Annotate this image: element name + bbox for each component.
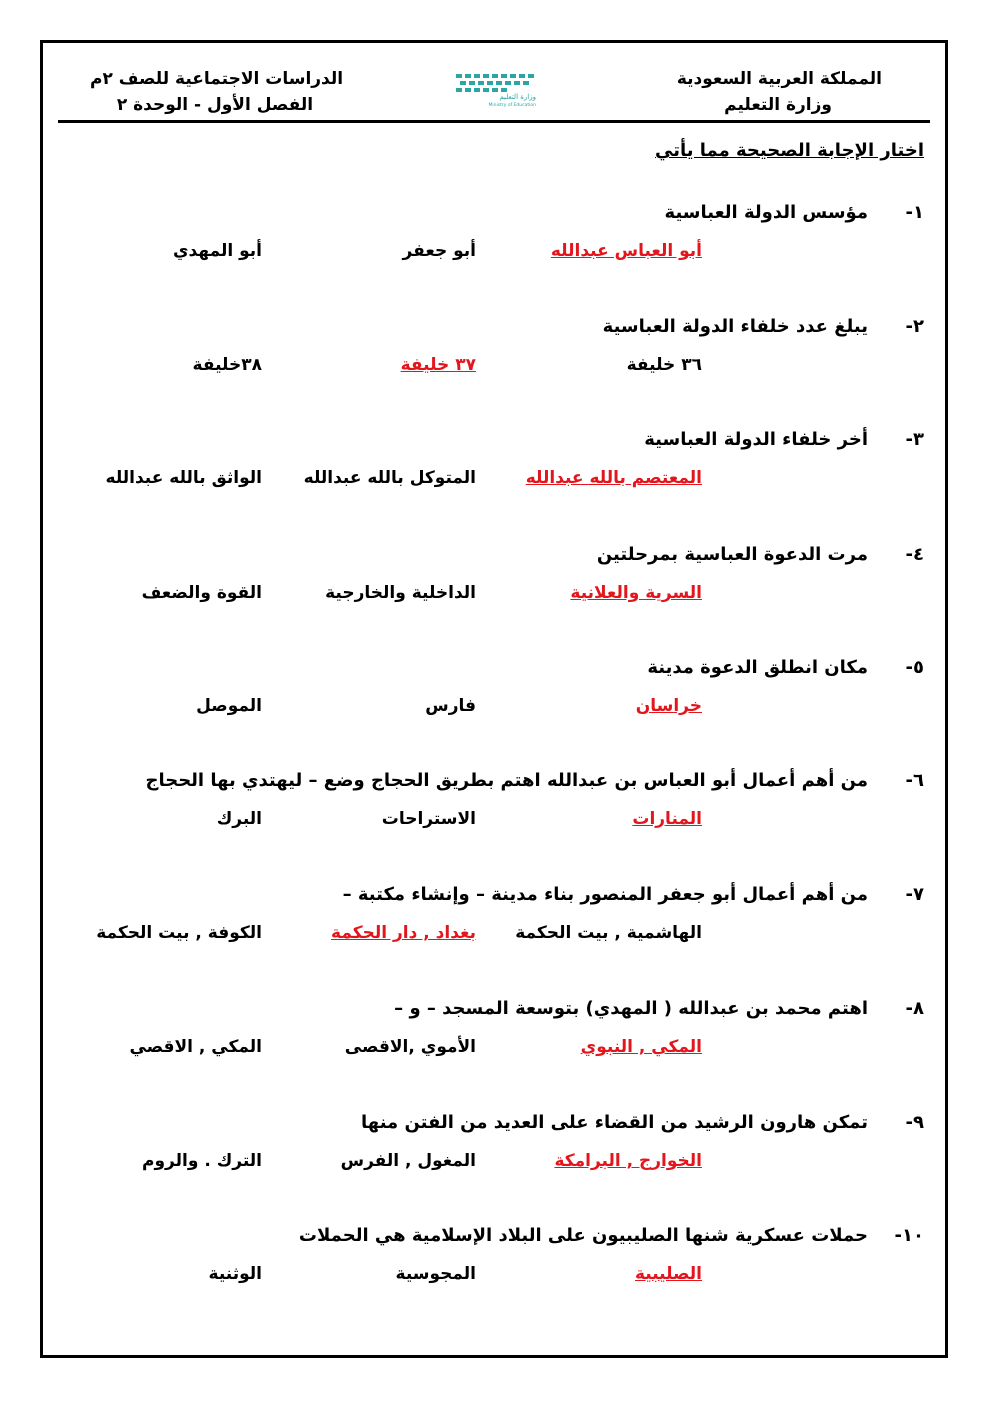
question-stem — [64, 198, 924, 228]
question-text: من أهم أعمال أبو العباس بن عبدالله اهتم بطريق الحجاج وضع – ليهتدي بها الحجاج — [145, 770, 868, 791]
answer-option: المكي , الاقصي — [129, 1037, 262, 1057]
question-item — [64, 1221, 924, 1291]
question-text: مؤسس الدولة العباسية — [664, 202, 868, 223]
correct-answer-option: السرية والعلانية — [570, 583, 702, 603]
ministry-logo-icon — [452, 70, 542, 108]
answer-option: أبو جعفر — [402, 241, 476, 261]
answer-option: المتوكل بالله عبدالله — [303, 468, 476, 488]
question-text: مكان انطلق الدعوة مدينة — [647, 657, 868, 678]
question-text: من أهم أعمال أبو جعفر المنصور بناء مدينة – وإنشاء مكتبة – — [342, 884, 868, 905]
question-item — [64, 198, 924, 268]
answer-option: الكوفة , بيت الحكمة — [96, 923, 262, 943]
question-text: اهتم محمد بن عبدالله ( المهدي) بتوسعة المسجد – و – — [394, 998, 868, 1019]
question-item — [64, 425, 924, 495]
correct-answer-option: خراسان — [635, 696, 702, 716]
question-stem — [64, 880, 924, 910]
answer-options — [64, 578, 924, 610]
answer-options — [64, 1032, 924, 1064]
answer-option: الاستراحات — [381, 809, 476, 829]
question-item — [64, 766, 924, 836]
question-stem — [64, 653, 924, 683]
answer-options — [64, 236, 924, 268]
question-text: يبلغ عدد خلفاء الدولة العباسية — [602, 316, 868, 337]
header-left — [90, 66, 343, 118]
answer-options — [64, 1259, 924, 1291]
correct-answer-option: المنارات — [632, 809, 702, 829]
question-item — [64, 312, 924, 382]
answer-options — [64, 804, 924, 836]
question-number: ٨- — [905, 998, 924, 1019]
question-number: ٣- — [905, 429, 924, 450]
question-item — [64, 1108, 924, 1178]
question-stem — [64, 994, 924, 1024]
correct-answer-option: المكي , النبوي — [580, 1037, 702, 1057]
question-item — [64, 994, 924, 1064]
answer-option: ٣٨خليفة — [192, 355, 262, 375]
question-text: مرت الدعوة العباسية بمرحلتين — [596, 544, 868, 565]
answer-option: المغول , الفرس — [340, 1151, 476, 1171]
logo-subtext: Ministry of Education — [488, 103, 536, 108]
header-divider — [58, 120, 930, 123]
correct-answer-option: ٣٧ خليفة — [400, 355, 476, 375]
header-right — [677, 66, 882, 118]
question-number: ٢- — [905, 316, 924, 337]
answer-option: القوة والضعف — [141, 583, 262, 603]
answer-option: الترك . والروم — [142, 1151, 262, 1171]
correct-answer-option: المعتصم بالله عبدالله — [525, 468, 702, 488]
answer-option: الواثق بالله عبدالله — [105, 468, 262, 488]
correct-answer-option: بغداد , دار الحكمة — [331, 923, 476, 943]
kingdom-title: المملكة العربية السعودية — [676, 69, 882, 89]
correct-answer-option: الخوارج , البرامكة — [554, 1151, 702, 1171]
question-text: تمكن هارون الرشيد من القضاء على العديد من الفتن منها — [361, 1112, 868, 1133]
answer-option: الهاشمية , بيت الحكمة — [515, 923, 702, 943]
question-number: ١- — [905, 202, 924, 223]
question-item — [64, 540, 924, 610]
question-stem — [64, 1221, 924, 1251]
question-number: ٧- — [905, 884, 924, 905]
question-stem — [64, 766, 924, 796]
answer-option: الموصل — [196, 696, 262, 716]
question-text: حملات عسكرية شنها الصليبيون على البلاد الإسلامية هي الحملات — [298, 1225, 868, 1246]
answer-options — [64, 918, 924, 950]
instruction-heading: اختار الإجابة الصحيحة مما يأتي — [655, 140, 924, 161]
unit-title: الفصل الأول - الوحدة ٢ — [116, 95, 314, 115]
answer-options — [64, 691, 924, 723]
answer-option: الوثنية — [208, 1264, 262, 1284]
answer-option: المجوسية — [395, 1264, 476, 1284]
subject-title: الدراسات الاجتماعية للصف ٢م — [90, 69, 344, 89]
answer-option: البرك — [216, 809, 262, 829]
answer-option: فارس — [425, 696, 476, 716]
answer-option: أبو المهدي — [172, 241, 262, 261]
answer-options — [64, 463, 924, 495]
question-number: ٤- — [905, 544, 924, 565]
question-number: ٩- — [905, 1112, 924, 1133]
question-stem — [64, 540, 924, 570]
question-item — [64, 880, 924, 950]
correct-answer-option: أبو العباس عبدالله — [550, 241, 702, 261]
question-number: ١٠- — [894, 1225, 924, 1246]
answer-options — [64, 350, 924, 382]
answer-option: الداخلية والخارجية — [325, 583, 476, 603]
question-stem — [64, 425, 924, 455]
answer-option: ٣٦ خليفة — [626, 355, 702, 375]
ministry-title: وزارة التعليم — [724, 95, 832, 115]
logo-text: وزارة التعليم — [499, 93, 536, 101]
question-number: ٦- — [905, 770, 924, 791]
correct-answer-option: الصليبية — [634, 1264, 702, 1284]
question-item — [64, 653, 924, 723]
question-stem — [64, 1108, 924, 1138]
question-stem — [64, 312, 924, 342]
answer-option: الأموي ,الاقصى — [344, 1037, 476, 1057]
answer-options — [64, 1146, 924, 1178]
question-text: أخر خلفاء الدولة العباسية — [644, 429, 868, 450]
question-number: ٥- — [905, 657, 924, 678]
